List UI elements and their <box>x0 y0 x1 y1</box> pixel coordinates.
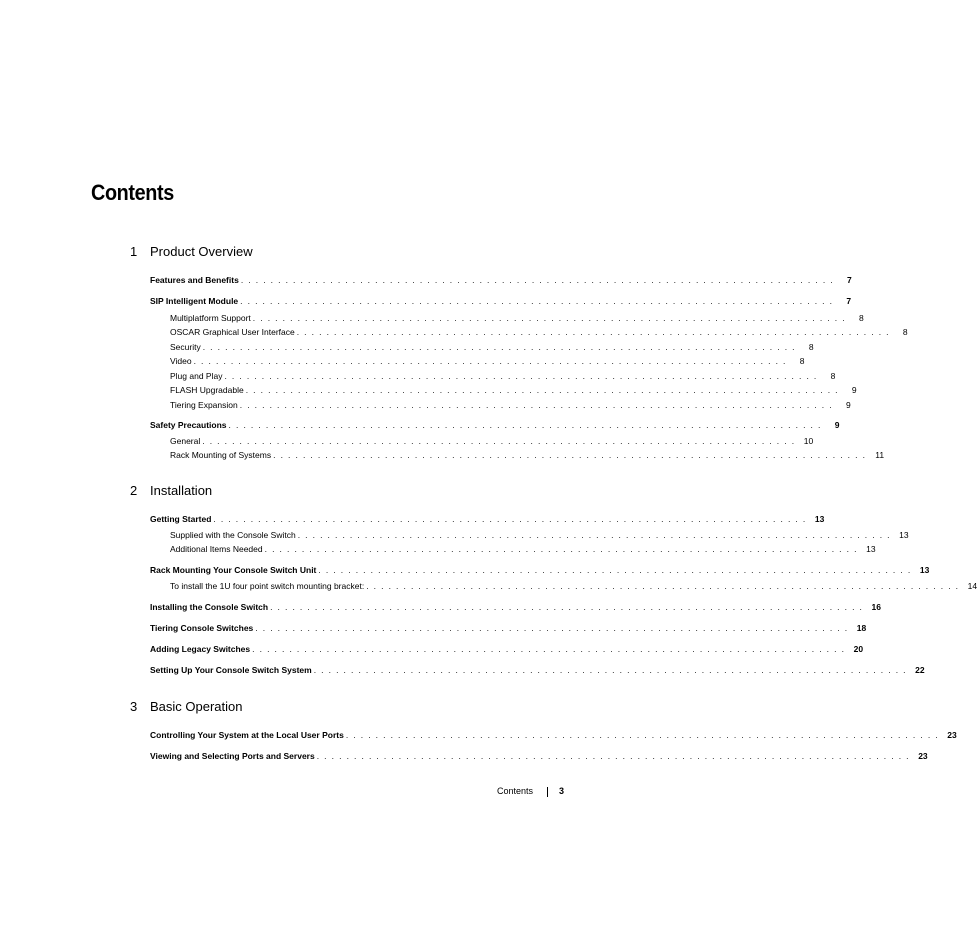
toc-entry[interactable] <box>150 750 928 762</box>
toc-entry-label: SIP Intelligent Module <box>150 296 239 306</box>
chapter-heading <box>130 483 480 501</box>
dot-leader: ................................................................................ <box>345 730 943 740</box>
toc-entry-label: General <box>170 436 201 446</box>
toc-page-number: 14 <box>967 581 977 591</box>
toc-subentry[interactable] <box>170 355 805 367</box>
toc-entry-label: Security <box>170 342 201 352</box>
toc-entry-label: Installing the Console Switch <box>150 602 269 612</box>
toc-entry[interactable] <box>150 622 867 634</box>
toc-subentry[interactable] <box>170 543 876 555</box>
toc-subentry[interactable] <box>170 370 836 382</box>
footer-section-label: Contents <box>497 786 534 796</box>
chapter-heading <box>130 244 480 262</box>
toc-entry-label: Features and Benefits <box>150 275 239 285</box>
chapter-title: Product Overview <box>150 244 253 259</box>
toc-page-number: 8 <box>902 327 908 337</box>
toc-subentry[interactable] <box>170 384 857 396</box>
toc-page-number: 13 <box>814 514 825 524</box>
dot-leader: ................................................................................ <box>239 400 837 410</box>
footer-separator <box>547 787 548 797</box>
chapter-title: Installation <box>150 483 213 498</box>
toc-entry[interactable] <box>150 513 825 525</box>
dot-leader: ................................................................................ <box>193 356 791 366</box>
toc-page-number: 9 <box>851 385 857 395</box>
toc-page-number: 8 <box>859 313 864 323</box>
toc-page-number: 7 <box>847 275 852 285</box>
dot-leader: ................................................................................ <box>296 327 894 337</box>
toc-page-number: 9 <box>845 400 851 410</box>
toc-entry[interactable] <box>150 564 930 576</box>
toc-entry-label: Rack Mounting of Systems <box>170 450 272 460</box>
dot-leader: ................................................................................ <box>202 342 800 352</box>
toc-entry-label: Video <box>170 356 192 366</box>
toc-entry[interactable] <box>150 601 882 613</box>
toc-entry-label: Supplied with the Console Switch <box>170 530 296 540</box>
page-title: Contents <box>91 180 174 205</box>
chapter-section <box>130 483 977 675</box>
toc-page-number: 13 <box>866 544 876 554</box>
toc-subentry[interactable] <box>170 326 908 338</box>
toc-page-number: 16 <box>871 602 882 612</box>
toc-page-number: 8 <box>830 371 836 381</box>
toc-page-number: 8 <box>799 356 805 366</box>
chapter-title: Basic Operation <box>150 699 243 714</box>
toc-entry-label: Rack Mounting Your Console Switch Unit <box>150 565 317 575</box>
toc-entry-label: Controlling Your System at the Local User Ports <box>150 730 344 740</box>
toc-subentry[interactable] <box>170 449 885 461</box>
toc-page-number: 20 <box>853 644 864 654</box>
toc-entry[interactable] <box>150 274 852 286</box>
dot-leader: ................................................................................ <box>273 450 871 460</box>
dot-leader: ................................................................................ <box>264 544 862 554</box>
toc-entry-label: Getting Started <box>150 514 212 524</box>
dot-leader: ................................................................................ <box>240 275 838 285</box>
dot-leader: ................................................................................ <box>252 644 850 654</box>
dot-leader: ................................................................................ <box>240 296 838 306</box>
dot-leader: ................................................................................ <box>318 565 916 575</box>
toc-subentry[interactable] <box>170 312 864 324</box>
dot-leader: ................................................................................ <box>252 313 850 323</box>
toc-entry-label: Tiering Console Switches <box>150 623 254 633</box>
toc-entry-label: Adding Legacy Switches <box>150 644 251 654</box>
chapter-number: 1 <box>130 244 138 259</box>
dot-leader: ................................................................................ <box>313 665 911 675</box>
toc-entry[interactable] <box>150 729 957 741</box>
chapter-number: 3 <box>130 699 138 714</box>
toc-page-number: 13 <box>899 530 909 540</box>
chapter-number: 2 <box>130 483 138 498</box>
toc-page-number: 23 <box>918 751 928 761</box>
toc-page-number: 11 <box>875 450 885 460</box>
dot-leader: ................................................................................ <box>245 385 843 395</box>
toc-entry-label: Setting Up Your Console Switch System <box>150 665 312 675</box>
toc-entry-label: Safety Precautions <box>150 420 227 430</box>
chapter-section <box>130 699 957 761</box>
toc-subentry[interactable] <box>170 341 814 353</box>
toc-entry[interactable] <box>150 664 925 676</box>
toc-entry[interactable] <box>150 643 864 655</box>
toc-entry-label: FLASH Upgradable <box>170 385 244 395</box>
toc-entry-label: Tiering Expansion <box>170 400 238 410</box>
toc-entry-label: Additional Items Needed <box>170 544 263 554</box>
toc-entry-label: Multiplatform Support <box>170 313 251 323</box>
toc-entry-label: Viewing and Selecting Ports and Servers <box>150 751 315 761</box>
dot-leader: ................................................................................ <box>270 602 868 612</box>
dot-leader: ................................................................................ <box>316 751 914 761</box>
toc-subentry[interactable] <box>170 580 977 592</box>
toc-subentry[interactable] <box>170 399 851 411</box>
toc-subentry[interactable] <box>170 529 909 541</box>
toc-subentry[interactable] <box>170 435 814 447</box>
dot-leader: ................................................................................ <box>366 581 964 591</box>
dot-leader: ................................................................................ <box>297 530 895 540</box>
toc-entry[interactable] <box>150 419 840 431</box>
toc-page-number: 7 <box>846 296 852 306</box>
dot-leader: ................................................................................ <box>228 420 826 430</box>
toc-page-number: 10 <box>803 436 814 446</box>
toc-entry[interactable] <box>150 295 852 307</box>
dot-leader: ................................................................................ <box>255 623 853 633</box>
chapter-section <box>130 244 908 460</box>
dot-leader: ................................................................................ <box>202 436 800 446</box>
chapter-heading <box>130 699 480 717</box>
toc-page-number: 22 <box>915 665 925 675</box>
footer-page-number: 3 <box>559 786 565 796</box>
toc-entry-label: Plug and Play <box>170 371 223 381</box>
toc-page-number: 8 <box>808 342 814 352</box>
dot-leader: ................................................................................ <box>224 371 822 381</box>
toc-entry-label: To install the 1U four point switch mounting bracket: <box>170 581 365 591</box>
toc-entry-label: OSCAR Graphical User Interface <box>170 327 295 337</box>
toc-page-number: 18 <box>856 623 867 633</box>
toc-page-number: 23 <box>947 730 957 740</box>
dot-leader: ................................................................................ <box>213 514 811 524</box>
toc-page-number: 9 <box>834 420 840 430</box>
toc-page-number: 13 <box>919 565 930 575</box>
